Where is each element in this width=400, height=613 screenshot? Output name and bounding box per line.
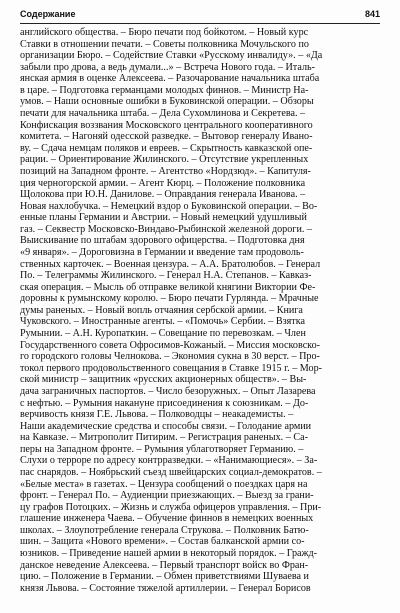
text-line: Наши академические средства и способы связи. – Голодание армии (20, 420, 312, 432)
header-rule (20, 23, 380, 24)
text-line: ская операция. – Мысль об отправке великой княгини Виктории Фе- (20, 281, 316, 293)
text-line: школах. – Злоупотребление генерала Струкова. – Полковник Батю- (20, 524, 309, 536)
text-line: газ. – Секвестр Московско-Виндаво-Рыбинской железной дороги. – (20, 223, 312, 235)
text-line: цу графов Потоцких. – Жизнь и служба офицеров управления. – При- (20, 501, 322, 513)
text-line: По. – Телеграммы Жилинского. – Генерал Н.А. Степанов. – Кавказ- (20, 270, 312, 282)
text-line: шин. – Защита «Нового времени». – Состав балканской армии со- (20, 536, 305, 548)
text-line: Конфискация воззвания Московского центрального кооперативного (20, 119, 313, 131)
text-line: пас снарядов. – Ноябрьский съезд швейцарских социал-демократов. – (20, 466, 322, 478)
text-line: с нефтью. – Румыния накануне присоединения к союзникам. – До- (20, 397, 309, 409)
text-line: умов. – Наши основные ошибки в Буковинской операции. – Обзоры (20, 96, 314, 108)
text-line: ственных карточек. – Военная цензура. – А.А. Братолюбов. – Генерал (20, 258, 321, 270)
text-line: Ставки в отношении печати. – Советы полковника Мочульского по (20, 38, 309, 50)
text-line: Румынии. – А.Н. Куропаткин. – Совещание по перевозкам. – Член (20, 328, 306, 340)
text-line: забыли про дрова, а ведь думали...» – Встреча Нового года. – Италь- (20, 61, 315, 73)
text-line: перы на Западном фронте. – Румыния ублаготворяет Германию. – (20, 443, 304, 455)
section-title: Содержание (20, 9, 76, 19)
text-line: Выискивание по штабам здорового офицерства. – Подготовка дня (20, 235, 305, 247)
text-line: Чуковского. – Иностранные агенты. – «Помочь» Сербии. – Взятка (20, 316, 305, 328)
text-line: организации Бюро. – Содействие Ставки «Русскому инвалиду». – «Да (20, 50, 323, 62)
text-line: верчивость князя Г.Е. Львова. – Полководцы – неакадемисты. – (20, 409, 294, 421)
text-line: токол первого продовольственного совещания в Ставке 1915 г. – Мор- (20, 362, 323, 374)
text-line: юзников. – Приведение нашей армии в некоторый порядок. – Гражд- (20, 548, 318, 560)
text-line: на Кавказе. – Митрополит Питирим. – Регистрация раненых. – Са- (20, 432, 308, 444)
text-line: думы раненых. – Новый вопль отчаяния сербской армии. – Книга (20, 304, 303, 316)
text-line: Щолокова при Ю.Н. Данилове. – Оправдания генерала Иванова. – (20, 189, 306, 201)
text-line: печати для начальника штаба. – Дела Сухомлинова и Секретева. – (20, 108, 306, 120)
text-line: дача заграничных паспортов. – Число безоружных. – Опыт Лазарева (20, 385, 316, 397)
text-line: енные планы Германии и Австрии. – Новый немецкий удушливый (20, 212, 307, 224)
text-line: «Белые места» в газетах. – Цензура сообщений о поездках царя на (20, 478, 308, 490)
text-line: данское неведение Алексеева. – Первый транспорт войск во Фран- (20, 559, 309, 571)
text-line: цию. – Положение в Германии. – Обмен приветствиями Шуваева и (20, 571, 309, 583)
text-line: фронт. – Генерал По. – Аудиенции приезжающих. – Выезд за грани- (20, 490, 314, 502)
text-line: комитета. – Нагоняй одесской разведке. – Вытовор генералу Ивано- (20, 131, 313, 143)
text-line: ской министр – защитник «русских акционерных обществ». – Вы- (20, 374, 307, 386)
text-line: доровны к румынскому королю. – Бюро печати Гурлянда. – Мрачные (20, 293, 319, 305)
contents-text (20, 27, 380, 594)
text-line: князя Львова. – Состояние тяжелой артиллерии. – Генерал Борисов (20, 582, 311, 594)
text-line: Государственного совета Офросимов-Кожаный. – Миссия московско- (20, 339, 321, 351)
text-line: го городского головы Челнокова. – Экономия сукна в 30 верст. – Про- (20, 351, 320, 363)
text-line: английского общества. – Бюро печати под бойкотом. – Новый курс (20, 27, 309, 38)
text-line: «9 января». – Дороговизна в Германии и введение там продоволь- (20, 246, 304, 258)
text-line: ция черногорской армии. – Агент Кюрц. – Положение полковника (20, 177, 306, 189)
text-line: в царе. – Подготовка германцами молодых финнов. – Министр На- (20, 84, 309, 96)
text-line: рации. – Ориентирование Жилинского. – Отсутствие укрепленных (20, 154, 309, 166)
text-line: глашение инженера Чаева. – Обучение финнов в немецких военных (20, 513, 314, 525)
text-line: позиций на Западном фронте. – Агентство «Нордзюд». – Капитуля- (20, 165, 311, 177)
page-number: 841 (364, 9, 380, 19)
text-line: янская армия в оценке Алексеева. – Разочарование начальника штаба (20, 73, 320, 85)
text-line: Новая нахлобучка. – Немецкий вздор о Буковинской операции. – Во- (20, 200, 318, 212)
text-line: ву. – Сдача немцам поляков и евреев. – Скрытность кавказской опе- (20, 142, 313, 154)
text-line: Слухи о терроре по адресу контрразведки. – «Нанимающиеся». – За- (20, 455, 318, 467)
